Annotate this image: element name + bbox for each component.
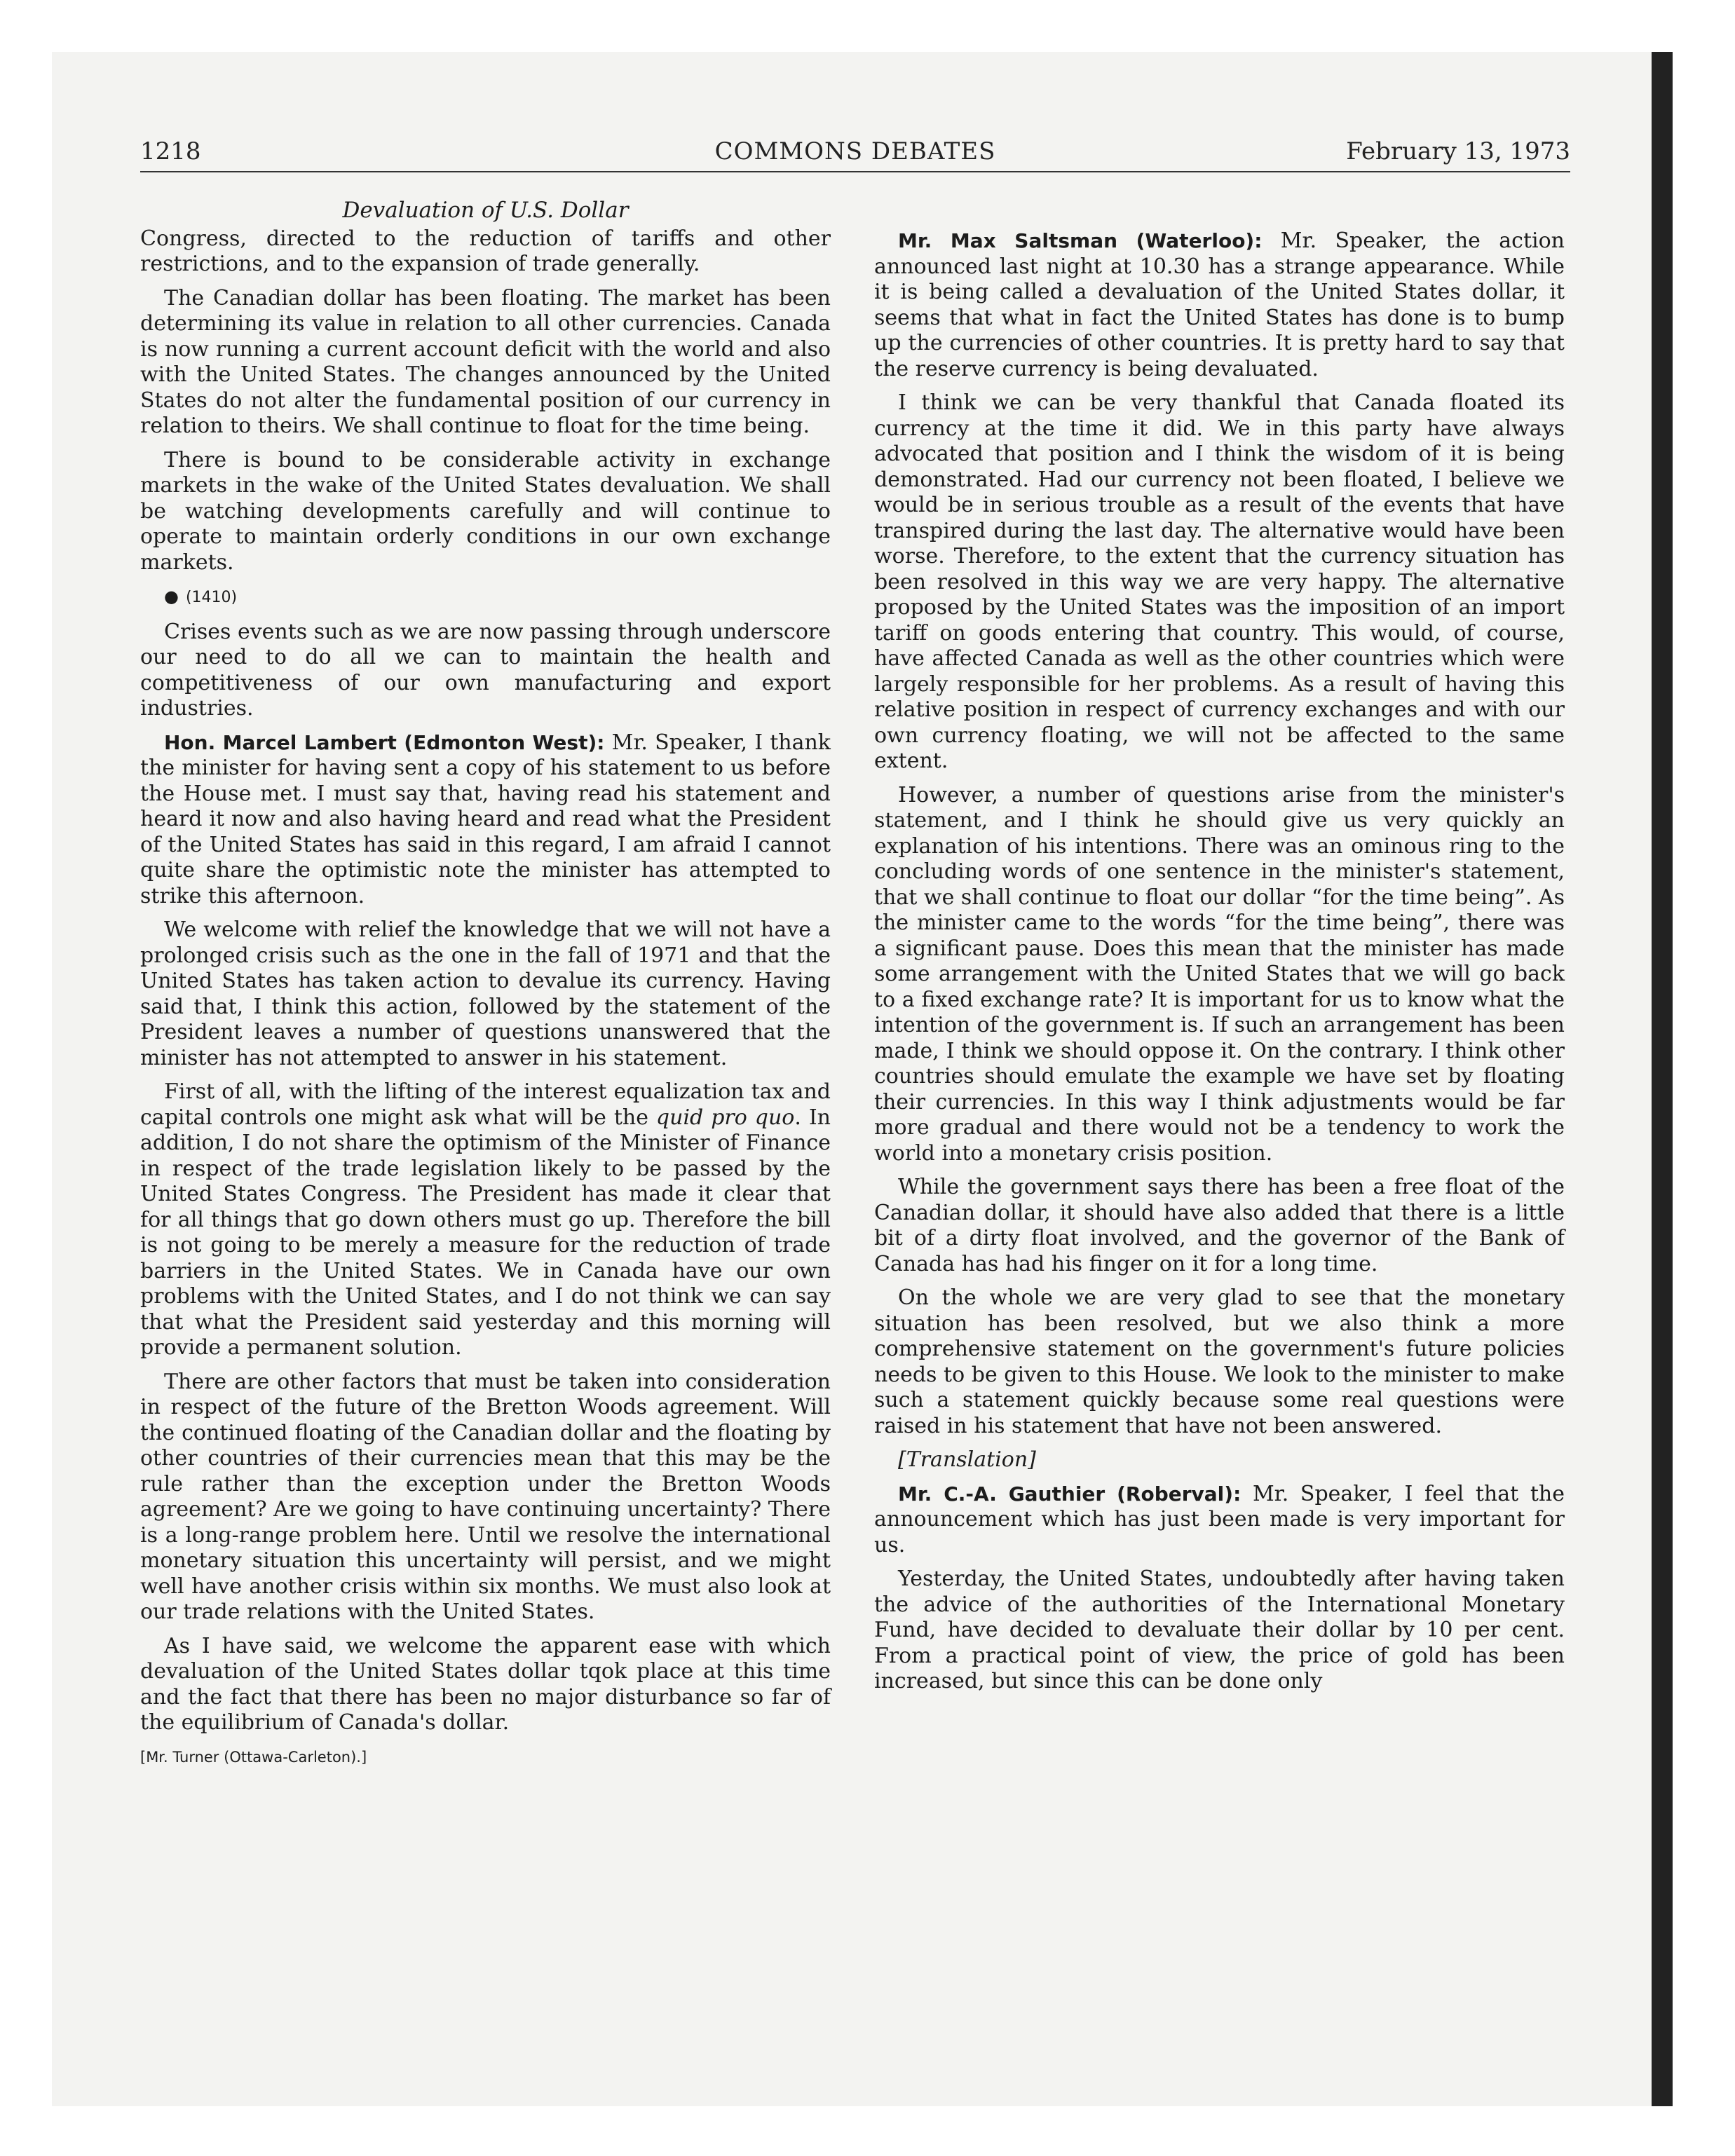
paragraph: There is bound to be considerable activity in exchange markets in the wake of the United States devaluation. We shall be watching developments carefully and will continue to operate to maintain orderly conditions in our own exchange markets. [140,447,831,575]
speech-text: Mr. Speaker, I feel that the announcement which has just been made is very important for us. [874,1481,1565,1557]
paragraph: I think we can be very thankful that Canada floated its currency at the time it did. We in this party have always advocated that position and I think the wisdom of it is being demonstrated. Had our currency not been floated, I believe we would be in serious trouble as a result of the events that have transpired during the last day. The alternative would have been worse. Therefore, to the extent that the currency situation has been resolved in this way we are very happy. The alternative proposed by the United States was the imposition of an import tariff on goods entering that country. This would, of course, have affected Canada as well as the other countries which were largely responsible for her problems. As a result of having this relative position in respect of currency exchanges and with our own currency floating, we will not be affected to the same extent. [874,390,1565,773]
scan-edge [1652,52,1673,2106]
speech-text: Mr. Speaker, I thank the minister for having sent a copy of his statement to us before the House met. I must say that, having read his statement and heard it now and also having heard and read what the President of the United States has said in this regard, I am afraid I cannot quite share the optimistic note the minister has attempted to strike this afternoon. [140,730,831,908]
page-date: February 13, 1973 [1346,137,1570,165]
paragraph: We welcome with relief the knowledge that we will not have a prolonged crisis such as the one in the fall of 1971 and that the United States has taken action to devalue its currency. Having said that, I think this action, followed by the statement of the President leaves a number of questions unanswered that the minister has not attempted to answer in his statement. [140,917,831,1070]
paragraph: On the whole we are very glad to see that the monetary situation has been resolved, but we also think a more comprehensive statement on the government's future policies needs to be given to this House. We look to the minister to make such a statement quickly because some real questions were raised in his statement that have not been answered. [874,1285,1565,1438]
speech-text: . In addition, I do not share the optimism of the Minister of Finance in respect of the trade legislation likely to be passed by the United States Congress. The President has made it clear that for all things that go down others must go up. Therefore the bill is not going to be merely a measure for the reduction of trade barriers in the United States. We in Canada have our own problems with the United States, and I do not think we can say that what the President said yesterday and this morning will provide a permanent solution. [140,1105,831,1360]
footnote: [Mr. Turner (Ottawa-Carleton).] [140,1748,367,1766]
time-marker-text: (1410) [185,589,238,606]
paragraph: As I have said, we welcome the apparent ease with which devaluation of the United States dollar tqok place at this time and the fact that there has been no major disturbance so far of the equilibrium of Canada's dollar. [140,1633,831,1735]
speech-text: First of all, with the lifting of the interest equalization tax and capital controls one might ask what will be the [140,1079,831,1130]
paragraph: The Canadian dollar has been floating. The market has been determining its value in relation to all other currencies. Canada is now running a current account deficit with the world and also with the United States. The changes announced by the United States do not alter the fundamental position of our currency in relation to theirs. We shall continue to float for the time being. [140,285,831,438]
paragraph: Crises events such as we are now passing through underscore our need to do all we can to maintain the health and competitiveness of our own manufacturing and export industries. [140,619,831,721]
paragraph [140,730,831,910]
paragraph: While the government says there has been a free float of the Canadian dollar, it should have also added that there is a little bit of a dirty float involved, and the governor of the Bank of Canada has had his finger on it for a long time. [874,1175,1565,1276]
italic-phrase: quid pro quo [655,1105,795,1130]
paragraph: Yesterday, the United States, undoubtedly after having taken the advice of the authorities of the International Monetary Fund, have decided to devaluate their dollar by 10 per cent. From a practical point of view, the price of gold has been increased, but since this can be done only [874,1567,1565,1693]
left-column [140,198,831,1770]
right-column [874,228,1565,1703]
paragraph: Congress, directed to the reduction of tariffs and other restrictions, and to the expansion of trade generally. [140,226,831,276]
bullet-icon: ● [164,587,179,606]
time-marker [140,584,831,611]
section-subhead: Devaluation of U.S. Dollar [342,198,629,223]
speaker-name: Hon. Marcel Lambert (Edmonton West): [164,730,605,754]
paragraph: There are other factors that must be taken into consideration in respect of the future of the Bretton Woods agreement. Will the continued floating of the Canadian dollar and the floating by other countries of their currencies mean that this may be the rule rather than the exception under the Bretton Woods agreement? Are we going to have continuing uncertainty? There is a long-range problem here. Until we resolve the international monetary situation this uncertainty will persist, and we might well have another crisis within six months. We must also look at our trade relations with the United States. [140,1369,831,1624]
paragraph: However, a number of questions arise from the minister's statement, and I think he should give us very quickly an explanation of his intentions. There was an ominous ring to the concluding words of one sentence in the minister's statement, that we shall continue to float our dollar “for the time being”. As the minister came to the words “for the time being”, there was a significant pause. Does this mean that the minister has made some arrangement with the United States that we will go back to a fixed exchange rate? It is important for us to know what the intention of the government is. If such an arrangement has been made, I think we should oppose it. On the contrary. I think other countries should emulate the example we have set by floating their currencies. In this way I think adjustments would be far more gradual and there would not be a tendency to work the world into a monetary crisis position. [874,782,1565,1166]
page-number: 1218 [140,137,201,165]
page-header [140,137,1570,172]
speaker-name: Mr. Max Saltsman (Waterloo): [898,229,1263,252]
paragraph [874,228,1565,382]
publication-title: COMMONS DEBATES [714,137,996,165]
speaker-name: Mr. C.-A. Gauthier (Roberval): [898,1482,1241,1506]
paragraph [874,1482,1565,1559]
paragraph [140,1079,831,1361]
speech-text: Mr. Speaker, the action announced last night at 10.30 has a strange appearance. While it is being called a devaluation of the United States dollar, it seems that what in fact the United States has done is to bump up the currencies of other countries. It is pretty hard to say that the reserve currency is being devaluated. [874,228,1565,381]
translation-note: [Translation] [898,1447,1036,1472]
